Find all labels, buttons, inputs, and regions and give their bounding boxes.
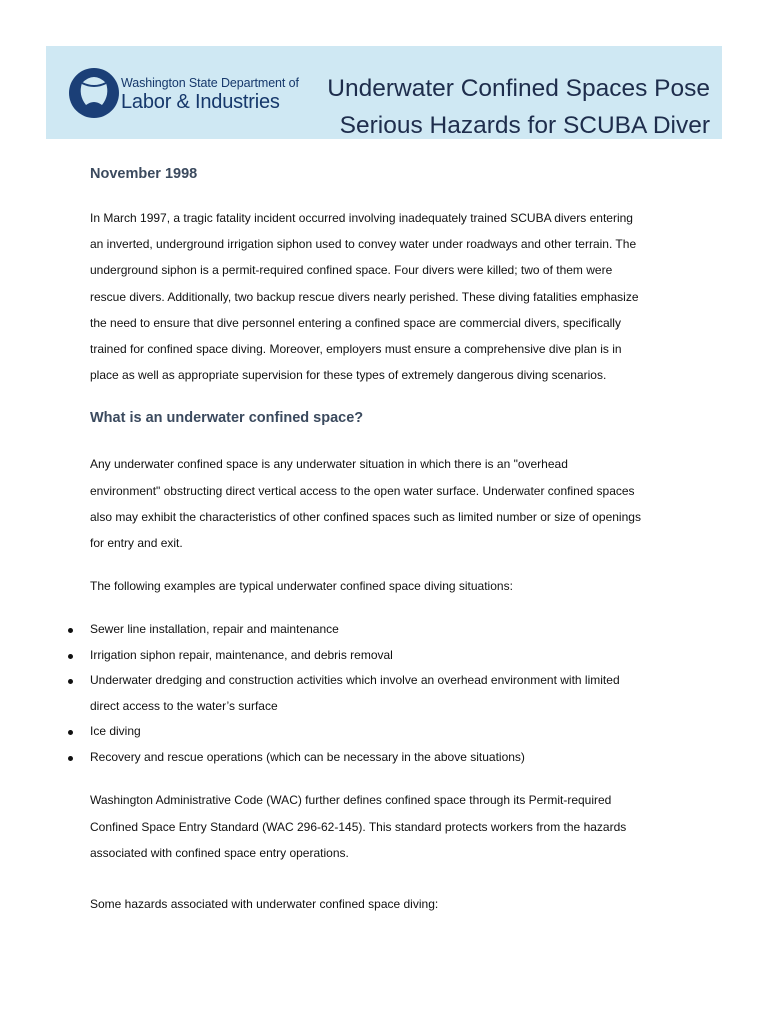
- hazards-intro: Some hazards associated with underwater confined space diving:: [90, 897, 439, 912]
- intro-line: trained for confined space diving. Moreover, employers must ensure a comprehensive dive plan is in: [90, 342, 622, 357]
- document-title-line2: Serious Hazards for SCUBA Diver: [339, 112, 710, 139]
- intro-line: underground siphon is a permit-required confined space. Four divers were killed; two of them were: [90, 263, 613, 278]
- agency-name-line2: Labor & Industries: [121, 91, 280, 113]
- wac-line: Confined Space Entry Standard (WAC 296-62-145). This standard protects workers from the hazards: [90, 819, 627, 834]
- list-item: [90, 745, 690, 771]
- list-item: [90, 617, 690, 643]
- bullet-icon: [68, 679, 73, 684]
- definition-line: environment" obstructing direct vertical access to the open water surface. Underwater confined spaces: [90, 483, 635, 498]
- bullet-icon: [68, 654, 73, 659]
- list-item-text: Underwater dredging and construction activities which involve an overhead environment with limited: [90, 673, 620, 688]
- section-heading: What is an underwater confined space?: [90, 410, 364, 427]
- examples-list: [90, 617, 690, 770]
- definition-line: Any underwater confined space is any underwater situation in which there is an "overhead: [90, 457, 568, 472]
- document-title-line1: Underwater Confined Spaces Pose: [327, 75, 710, 102]
- intro-line: place as well as appropriate supervision for these types of extremely dangerous diving scenarios.: [90, 368, 607, 383]
- document-body: [90, 164, 690, 917]
- list-item-text-continued: direct access to the water’s surface: [90, 698, 278, 713]
- list-item: [90, 668, 690, 719]
- list-item-text: Irrigation siphon repair, maintenance, and debris removal: [90, 647, 393, 662]
- bullet-icon: [68, 756, 73, 761]
- list-item-text: Recovery and rescue operations (which can be necessary in the above situations): [90, 749, 525, 764]
- agency-name-line1: Washington State Department of: [121, 76, 299, 90]
- intro-line: In March 1997, a tragic fatality incident occurred involving inadequately trained SCUBA divers entering: [90, 211, 633, 225]
- bullet-icon: [68, 730, 73, 735]
- list-item: [90, 643, 690, 669]
- wac-line: Washington Administrative Code (WAC) further defines confined space through its Permit-required: [90, 793, 612, 808]
- wac-line: associated with confined space entry operations.: [90, 845, 349, 860]
- list-item: [90, 719, 690, 745]
- definition-line: also may exhibit the characteristics of other confined spaces such as limited number or size of openings: [90, 509, 641, 524]
- document-title: [290, 70, 710, 144]
- examples-intro: The following examples are typical underwater confined space diving situations:: [90, 579, 513, 594]
- intro-paragraph: [90, 205, 690, 388]
- labor-industries-logo-icon: [66, 66, 122, 120]
- intro-line: an inverted, underground irrigation siphon used to convey water under roadways and other terrain. The: [90, 237, 637, 252]
- list-item-text: Ice diving: [90, 724, 141, 739]
- intro-line: the need to ensure that dive personnel entering a confined space are commercial divers, specifically: [90, 315, 621, 330]
- list-item-text: Sewer line installation, repair and maintenance: [90, 622, 339, 637]
- definition-line: for entry and exit.: [90, 536, 183, 551]
- intro-line: rescue divers. Additionally, two backup rescue divers nearly perished. These diving fatalities emphasize: [90, 289, 639, 304]
- wac-paragraph: [90, 787, 690, 866]
- bullet-icon: [68, 628, 73, 633]
- publication-date: November 1998: [90, 166, 198, 182]
- definition-paragraph: [90, 451, 690, 556]
- agency-name: [121, 76, 299, 113]
